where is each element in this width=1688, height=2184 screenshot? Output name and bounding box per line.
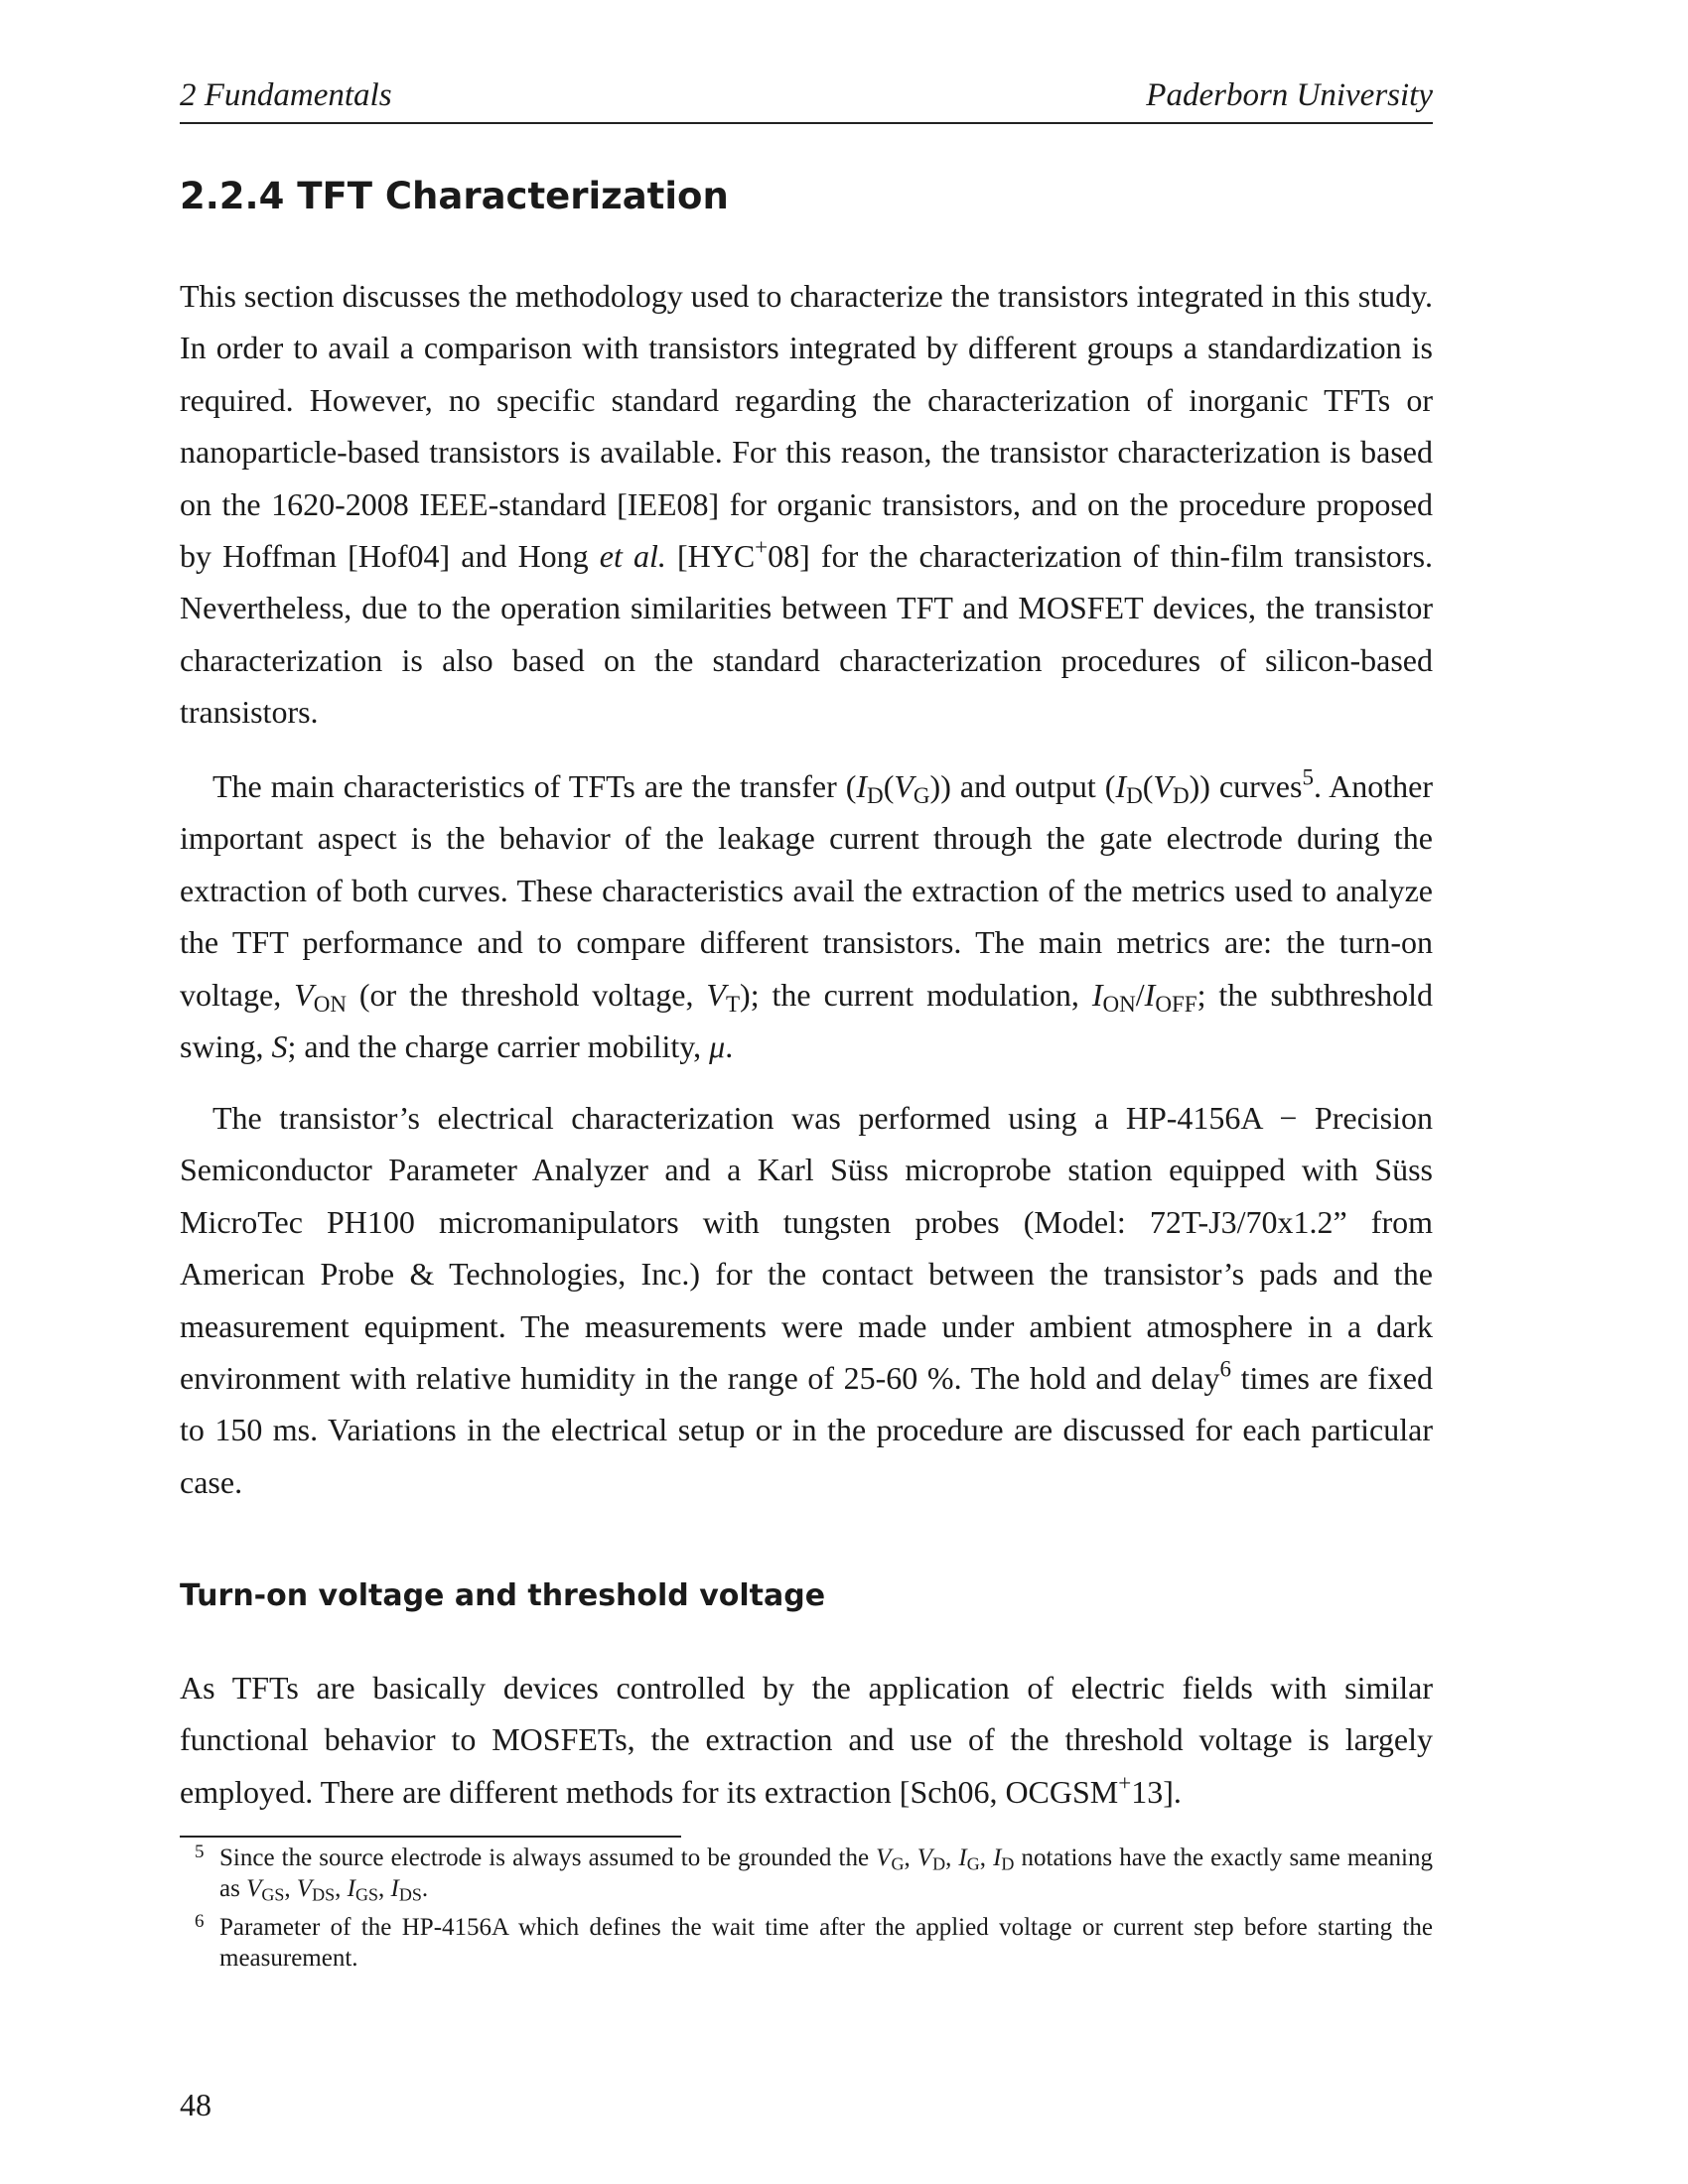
paragraph-threshold-voltage: As TFTs are basically devices controlled by the application of electric fields with similar functional behavior to MOSFETs, the extraction and use of the threshold voltage is largely employed. There are different methods for its extraction [Sch06, OCGSM+13]. — [180, 1670, 1433, 1810]
section-title: 2.2.4 TFT Characterization — [180, 175, 729, 217]
footnote-ref-6[interactable]: 6 — [1219, 1355, 1232, 1382]
footnote-5: 5 Since the source electrode is always assumed to be grounded the VG, VD, IG, ID notations have the exactly same meaning as VGS, VDS, IGS, IDS. — [180, 1843, 1433, 1904]
footnote-divider — [180, 1836, 681, 1838]
footnote-6: 6 Parameter of the HP-4156A which defines the wait time after the applied voltage or current step before starting the measurement. — [180, 1912, 1433, 1974]
paragraph-methodology: This section discusses the methodology used to characterize the transistors integrated in this study. In order to avail a comparison with transistors integrated by different groups a standardization is required. However, no specific standard regarding the characterization of inorganic TFTs or nanoparticle-based transistors is available. For this reason, the transistor characterization is based on the 1620-2008 IEEE-standard [IEE08] for organic transistors, and on the procedure proposed by Hoffman [Hof04] and Hong et al. [HYC+08] for the characterization of thin-film transistors. Nevertheless, due to the operation similarities between TFT and MOSFET devices, the transistor characterization is also based on the standard characterization procedures of silicon-based transistors. — [180, 278, 1434, 731]
paragraph-characteristics: The main characteristics of TFTs are the transfer (ID(VG)) and output (ID(VD)) curves$^5$. Another important aspect is the behavior of the leakage current through the gate electrode during the extraction of both curves. These characteristics avail the extraction of the metrics used to analyze the TFT performance and to compare different transistors. The main metrics are: the turn-on voltage, VON (or the threshold voltage, VT); the current modulation, ION/IOFF; the subthreshold swing, S; and the charge carrier mobility, μ. — [180, 763, 1434, 1065]
header-chapter: 2 Fundamentals — [180, 77, 392, 113]
running-header — [180, 77, 1433, 124]
footnote-ref-5[interactable]: 5 — [1302, 763, 1314, 790]
footnote-6-mark: 6 — [195, 1911, 205, 1932]
footnote-5-mark: 5 — [195, 1842, 205, 1862]
paragraph-measurement-setup: The transistor’s electrical characterization was performed using a HP-4156A − Precision Semiconductor Parameter Analyzer and a Karl Süss microprobe station equipped with Süss MicroTec PH100 micromanipulators with tungsten probes (Model: 72T-J3/70x1.2” from American Probe & Technologies, Inc.) for the contact between the transistor’s pads and the measurement equipment. The measurements were made under ambient atmosphere in a dark environment with relative humidity in the range of 25-60 %. The hold and delay$^6$ times are fixed to 150 ms. Variations in the electrical setup or in the procedure are discussed for each particular case. — [180, 1100, 1434, 1500]
page-number: 48 — [180, 2087, 211, 2122]
subsection-title: Turn-on voltage and threshold voltage — [180, 1578, 826, 1613]
header-institution: Paderborn University — [1146, 77, 1433, 113]
